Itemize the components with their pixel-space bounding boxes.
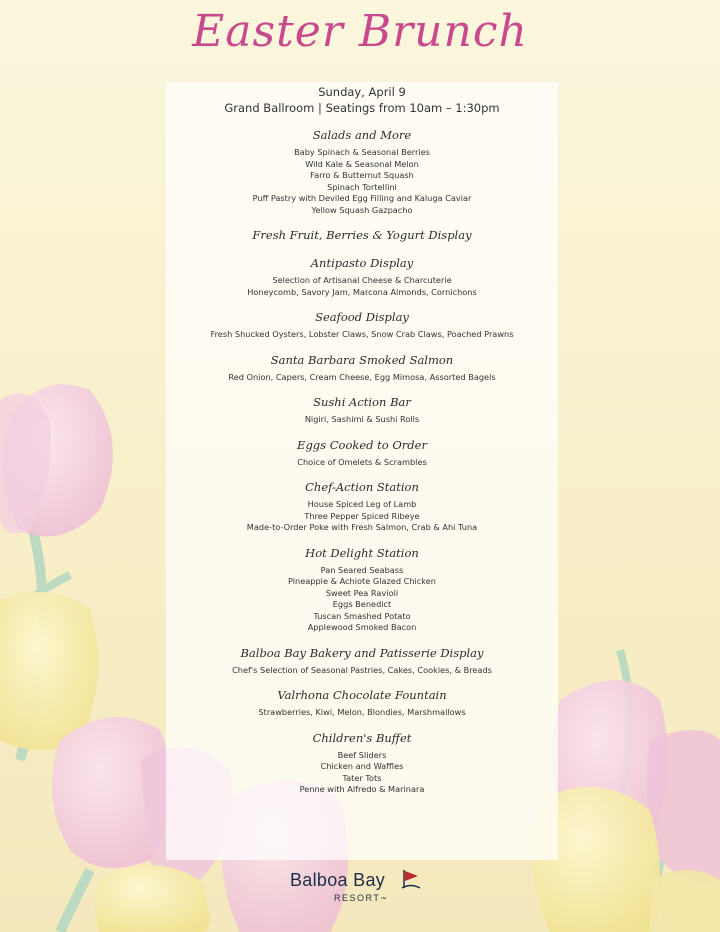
- menu-section: [166, 686, 558, 719]
- section-items: [166, 275, 558, 298]
- menu-item: Eggs Benedict: [332, 599, 392, 609]
- section-title: Balboa Bay Bakery and Patisserie Display: [240, 645, 484, 660]
- menu-item: Wild Kale & Seasonal Melon: [305, 158, 419, 169]
- menu-section: [166, 226, 558, 244]
- menu-item: Tater Tots: [342, 772, 382, 783]
- menu-section: [166, 351, 558, 384]
- section-title: Eggs Cooked to Order: [297, 437, 427, 452]
- menu-section: [166, 308, 558, 341]
- menu-item: Honeycomb, Savory Jam, Marcona Almonds, Cornichons: [247, 286, 477, 297]
- menu-section: [166, 126, 558, 216]
- menu-item: Beef Sliders: [337, 749, 387, 760]
- section-title: Fresh Fruit, Berries & Yogurt Display: [252, 228, 472, 242]
- section-items: [166, 147, 558, 216]
- menu-item: Strawberries, Kiwi, Melon, Blondies, Marshmallows: [258, 707, 466, 717]
- section-items: [166, 414, 558, 426]
- menu-section: [166, 254, 558, 298]
- menu-section: [166, 644, 558, 677]
- menu-item: Puff Pastry with Deviled Egg Filling and Kaluga Caviar: [252, 193, 472, 203]
- section-items: [166, 457, 558, 469]
- section-items: [166, 665, 558, 677]
- menu-item: Sweet Pea Ravioli: [325, 587, 399, 598]
- event-info: [166, 84, 558, 116]
- logo-name: Balboa Bay: [290, 870, 386, 890]
- menu-item: Pan Seared Seabass: [320, 564, 404, 575]
- menu-content: [166, 82, 558, 796]
- menu-section: [166, 544, 558, 634]
- menu-item: House Spiced Leg of Lamb: [307, 499, 417, 509]
- menu-item: Farro & Butternut Squash: [310, 170, 414, 180]
- menu-item: Red Onion, Capers, Cream Cheese, Egg Mimosa, Assorted Bagels: [228, 371, 496, 382]
- menu-sections: [166, 126, 558, 796]
- section-title: Santa Barbara Smoked Salmon: [270, 352, 454, 367]
- section-items: [166, 329, 558, 341]
- flag-icon: [400, 868, 422, 890]
- menu-section: [166, 393, 558, 426]
- menu-item: Penne with Alfredo & Marinara: [299, 784, 425, 794]
- menu-item: Three Pepper Spiced Ribeye: [304, 510, 420, 521]
- section-title: Valrhona Chocolate Fountain: [277, 688, 447, 702]
- page-title: Easter Brunch: [192, 6, 528, 57]
- section-items: [166, 499, 558, 534]
- section-title: Children's Buffet: [312, 730, 412, 745]
- menu-item: Chef's Selection of Seasonal Pastries, Cakes, Cookies, & Breads: [232, 664, 492, 675]
- menu-section: [166, 436, 558, 469]
- menu-item: Baby Spinach & Seasonal Berries: [294, 147, 430, 157]
- event-date: Sunday, April 9: [318, 85, 406, 99]
- section-title: Salads and More: [312, 128, 412, 142]
- resort-logo: [290, 866, 430, 912]
- logo-sub-text: RESORT: [334, 893, 381, 903]
- menu-item: Pineapple & Achiote Glazed Chicken: [288, 576, 436, 586]
- section-items: [166, 372, 558, 384]
- menu-item: Yellow Squash Gazpacho: [311, 204, 413, 215]
- section-title: Hot Delight Station: [305, 545, 419, 560]
- section-items: [166, 565, 558, 634]
- section-title: Sushi Action Bar: [313, 395, 411, 409]
- event-details: Grand Ballroom | Seatings from 10am – 1:30pm: [224, 101, 500, 115]
- menu-item: Applewood Smoked Bacon: [307, 622, 417, 632]
- menu-item: Tuscan Smashed Potato: [313, 610, 411, 621]
- section-title: Antipasto Display: [310, 256, 414, 270]
- menu-section: [166, 729, 558, 796]
- menu-item: Choice of Omelets & Scrambles: [297, 456, 427, 467]
- menu-item: Fresh Shucked Oysters, Lobster Claws, Snow Crab Claws, Poached Prawns: [210, 329, 514, 339]
- section-items: [166, 750, 558, 796]
- logo-sub: [334, 893, 386, 903]
- menu-item: Made-to-Order Poke with Fresh Salmon, Crab & Ahi Tuna: [246, 522, 478, 532]
- section-title: Seafood Display: [315, 310, 409, 324]
- menu-item: Spinach Tortellini: [327, 181, 397, 192]
- section-items: [166, 707, 558, 719]
- section-title: Chef-Action Station: [305, 480, 419, 494]
- menu-item: Selection of Artisanal Cheese & Charcuterie: [272, 275, 452, 285]
- logo-tm: ™: [380, 897, 387, 903]
- menu-section: [166, 478, 558, 534]
- menu-item: Chicken and Waffles: [320, 761, 404, 771]
- menu-item: Nigiri, Sashimi & Sushi Rolls: [304, 414, 420, 424]
